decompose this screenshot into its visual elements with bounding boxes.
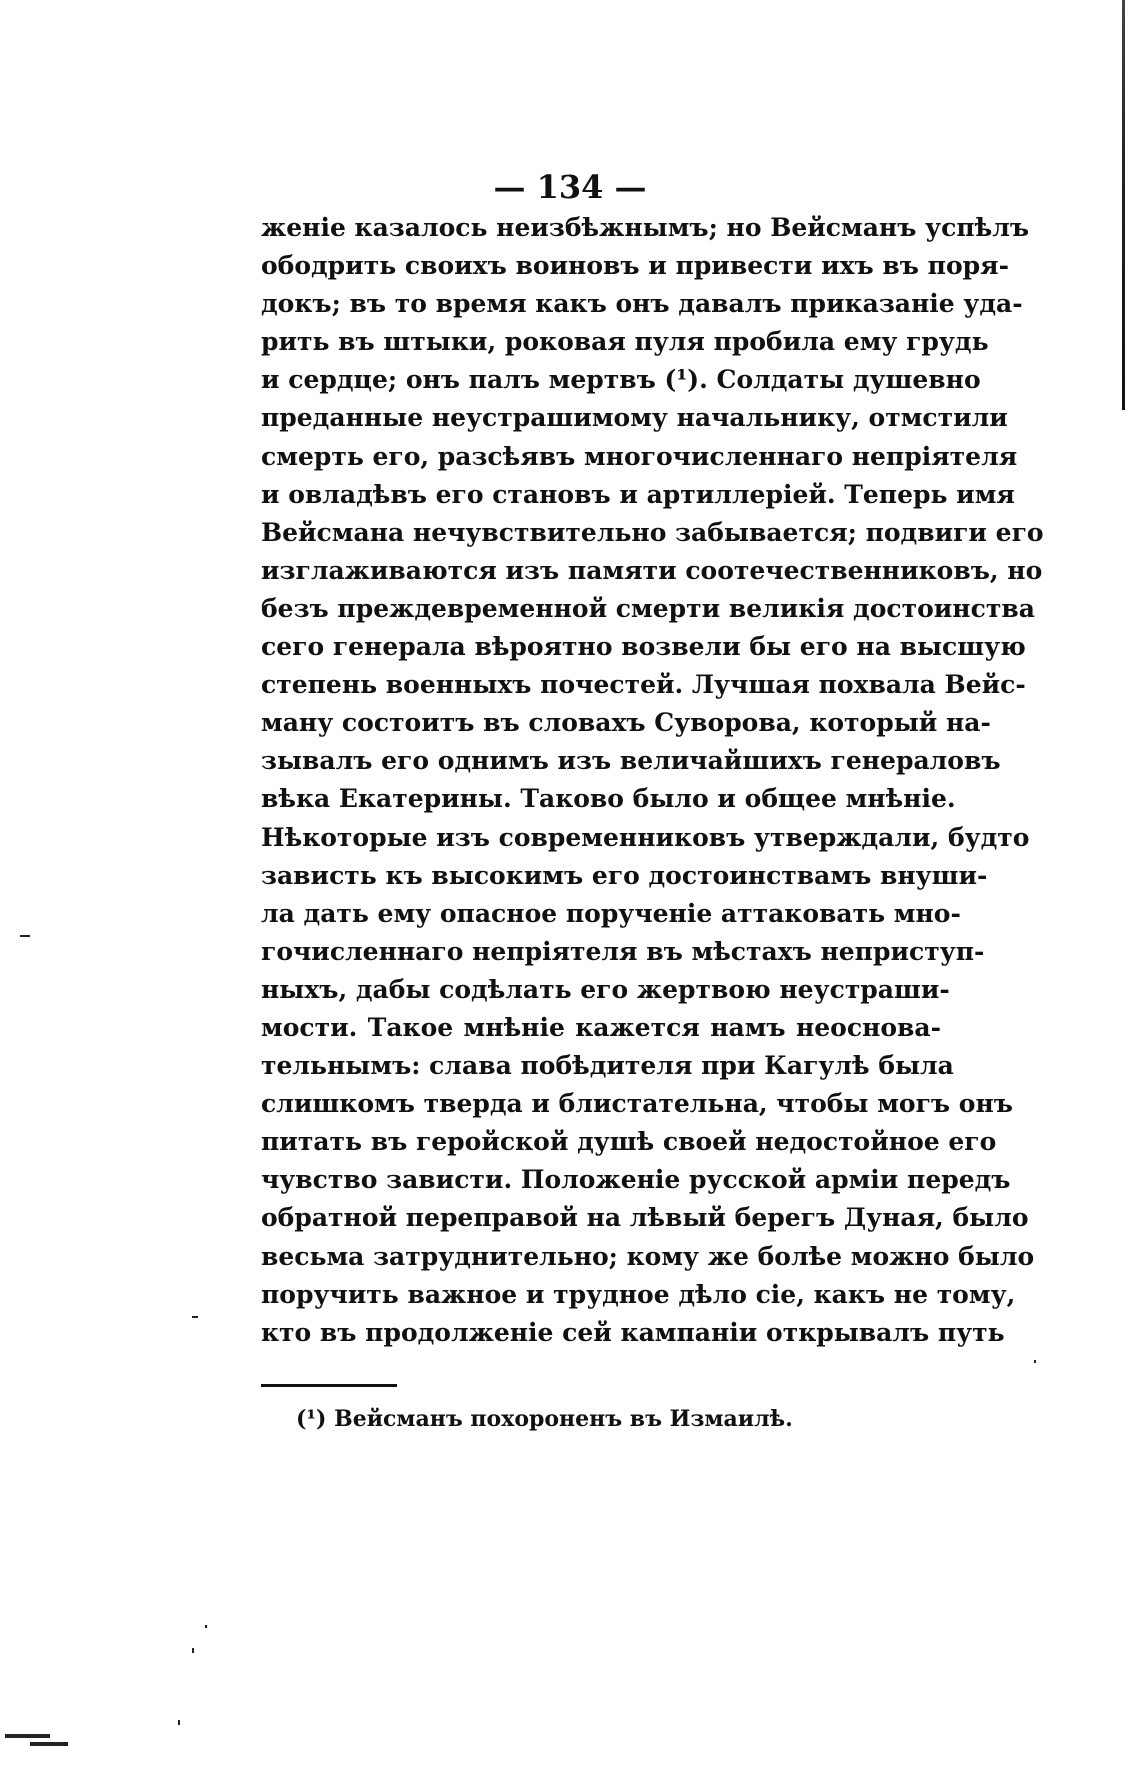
scan-speck xyxy=(1034,1360,1036,1363)
body-text xyxy=(261,209,1044,1352)
text-line: поручить важное и трудное дѣло сіе, какъ не тому, xyxy=(261,1279,1016,1309)
page-number: — 134 — xyxy=(493,168,647,206)
scan-speck xyxy=(5,1734,50,1738)
footnote: (¹) Вейсманъ похороненъ въ Измаилѣ. xyxy=(296,1406,793,1432)
text-line: ободрить своихъ воиновъ и привести ихъ въ поря- xyxy=(261,251,1009,281)
text-line: и сердце; онъ палъ мертвъ (¹). Солдаты душевно xyxy=(261,365,981,395)
text-line: обратной переправой на лѣвый берегъ Дуная, было xyxy=(261,1203,1029,1233)
footnote-rule xyxy=(261,1384,397,1387)
text-line: ману состоитъ въ словахъ Суворова, который на- xyxy=(261,708,991,738)
text-line: безъ преждевременной смерти великія достоинства xyxy=(261,593,1035,623)
text-line: тельнымъ: слава побѣдителя при Кагулѣ была xyxy=(261,1051,954,1081)
text-line: весьма затруднительно; кому же болѣе можно было xyxy=(261,1241,1035,1271)
text-line: кто въ продолженіе сей кампаніи открывалъ путь xyxy=(261,1317,1005,1347)
text-line: зывалъ его однимъ изъ величайшихъ генераловъ xyxy=(261,746,1001,776)
scan-speck xyxy=(192,1316,198,1318)
text-line: зависть къ высокимъ его достоинствамъ внуши- xyxy=(261,860,988,890)
scan-speck xyxy=(20,935,30,937)
scan-speck xyxy=(205,1625,207,1628)
text-line: слишкомъ тверда и блистательна, чтобы могъ онъ xyxy=(261,1089,1013,1119)
text-line: и овладѣвъ его становъ и артиллеріей. Теперь имя xyxy=(261,479,1015,509)
text-line: женіе казалось неизбѣжнымъ; но Вейсманъ успѣлъ xyxy=(261,213,1030,242)
scan-speck xyxy=(192,1648,194,1653)
scan-speck xyxy=(30,1742,68,1746)
text-line: чувство зависти. Положеніе русской арміи передъ xyxy=(261,1165,1011,1195)
scan-speck xyxy=(178,1720,180,1725)
text-line: преданные неустрашимому начальнику, отмстили xyxy=(261,403,1008,433)
text-line: ныхъ, дабы содѣлать его жертвою неустраши- xyxy=(261,974,950,1004)
text-line: сего генерала вѣроятно возвели бы его на высшую xyxy=(261,632,1026,662)
text-line: питать въ геройской душѣ своей недостойное его xyxy=(261,1127,997,1157)
text-line: степень военныхъ почестей. Лучшая похвала Вейс- xyxy=(261,670,1026,700)
text-line: вѣка Екатерины. Таково было и общее мнѣніе. xyxy=(261,784,956,814)
text-line: ла дать ему опасное порученіе аттаковать мно- xyxy=(261,898,961,928)
text-line: мости. Такое мнѣніе кажется намъ неоснова- xyxy=(261,1012,941,1042)
text-line: Нѣкоторые изъ современниковъ утверждали, будто xyxy=(261,822,1030,852)
text-line: докъ; въ то время какъ онъ давалъ приказаніе уда- xyxy=(261,289,1023,319)
text-line: Вейсмана нечувствительно забывается; подвиги его xyxy=(261,517,1044,547)
text-line: рить въ штыки, роковая пуля пробила ему грудь xyxy=(261,327,989,357)
text-line: гочисленнаго непріятеля въ мѣстахъ неприступ- xyxy=(261,936,985,966)
text-line: изглаживаются изъ памяти соотечественниковъ, но xyxy=(261,555,1043,585)
text-line: смерть его, разсѣявъ многочисленнаго непріятеля xyxy=(261,441,1018,471)
